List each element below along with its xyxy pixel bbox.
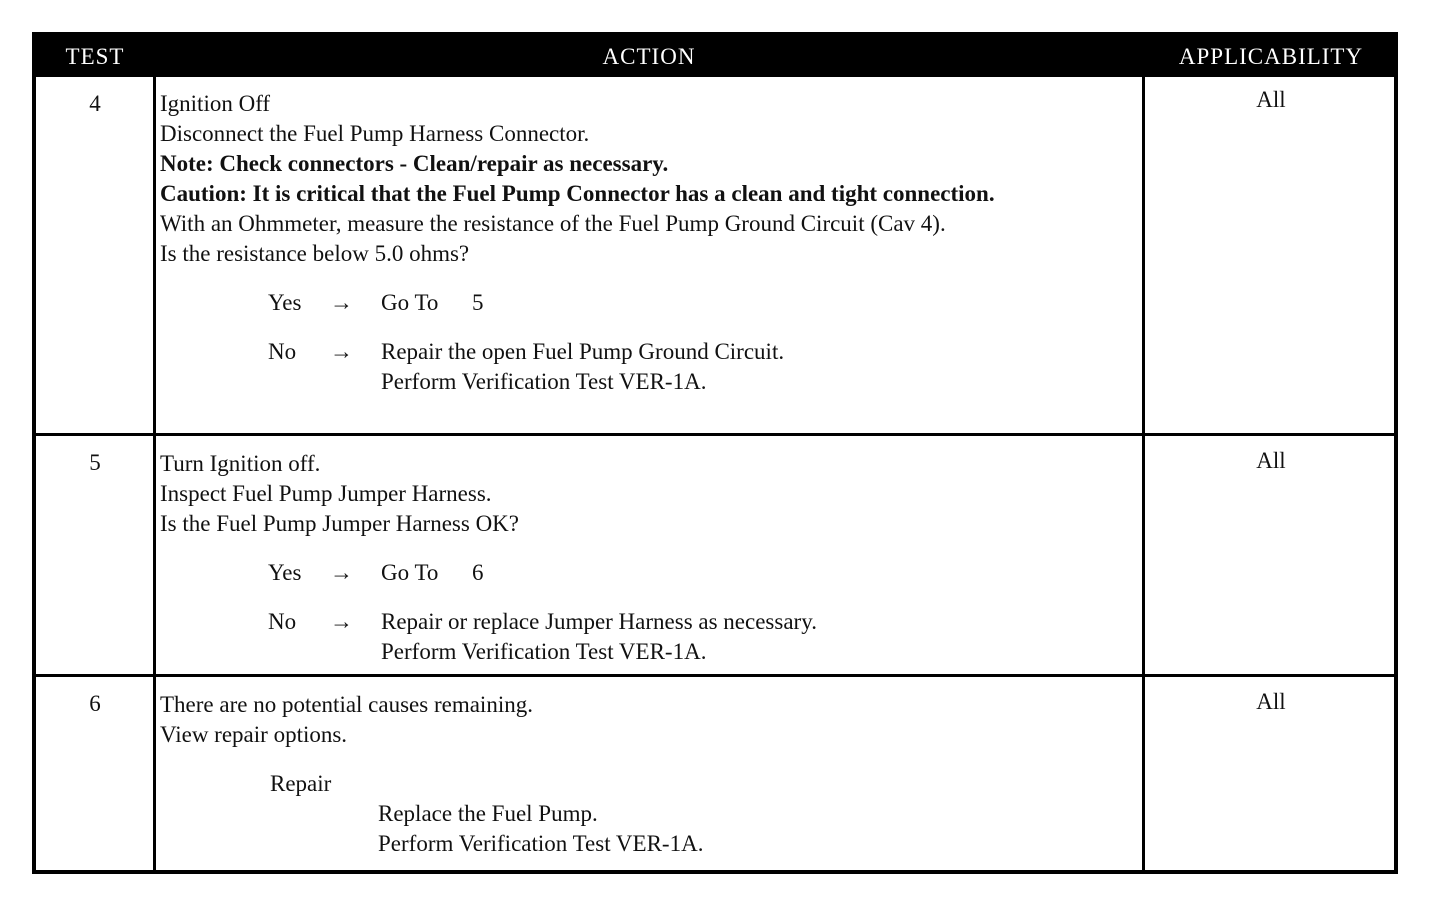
no-branch [160,607,1140,637]
no-branch [160,337,1140,367]
no-label: No [268,609,297,634]
arrow-icon: → [330,339,353,364]
applicability-cell: All [1256,448,1286,473]
arrow-icon: → [330,609,353,634]
no-branch-continued [160,637,1140,667]
yes-branch [160,558,1140,588]
table-header [36,36,1394,77]
action-line: Turn Ignition off. [160,451,321,476]
action-cell [160,89,1140,397]
yes-label: Yes [268,560,302,585]
action-line: Inspect Fuel Pump Jumper Harness. [160,481,492,506]
repair-step: Replace the Fuel Pump. [378,801,598,826]
repair-label: Repair [270,771,332,796]
goto-target: 5 [472,290,484,315]
action-cell [160,690,1140,859]
header-test: TEST [65,44,125,69]
applicability-cell: All [1256,87,1286,112]
action-cell [160,449,1140,667]
diagnostic-test-table [32,32,1398,874]
header-action: ACTION [602,44,696,69]
test-number: 4 [89,91,101,116]
no-label: No [268,339,297,364]
question-text: Is the resistance below 5.0 ohms? [160,241,470,266]
caution-text: Caution: It is critical that the Fuel Pump Connector has a clean and tight connection. [160,181,995,206]
no-branch-continued [160,367,1140,397]
no-result-text: Repair or replace Jumper Harness as necessary. [381,609,817,634]
action-line: With an Ohmmeter, measure the resistance of the Fuel Pump Ground Circuit (Cav 4). [160,211,946,236]
test-number: 6 [89,691,101,716]
no-result-text: Repair the open Fuel Pump Ground Circuit. [381,339,785,364]
table-row-test-6 [36,677,1394,870]
verification-text: Perform Verification Test VER-1A. [378,831,704,856]
header-applicability: APPLICABILITY [1178,44,1364,69]
question-text: Is the Fuel Pump Jumper Harness OK? [160,511,520,536]
note-text: Note: Check connectors - Clean/repair as necessary. [160,151,669,176]
arrow-icon: → [330,560,353,585]
action-line: Disconnect the Fuel Pump Harness Connector. [160,121,590,146]
action-line: Ignition Off [160,91,271,116]
goto-text: Go To [381,560,439,585]
verification-text: Perform Verification Test VER-1A. [381,639,707,664]
test-number: 5 [89,450,101,475]
goto-text: Go To [381,290,439,315]
arrow-icon: → [330,290,353,315]
goto-target: 6 [472,560,484,585]
yes-label: Yes [268,290,302,315]
yes-branch [160,288,1140,318]
action-line: View repair options. [160,722,348,747]
table-row-test-4 [36,77,1394,433]
applicability-cell: All [1256,689,1286,714]
action-line: There are no potential causes remaining. [160,692,533,717]
table-row-test-5 [36,436,1394,674]
verification-text: Perform Verification Test VER-1A. [381,369,707,394]
